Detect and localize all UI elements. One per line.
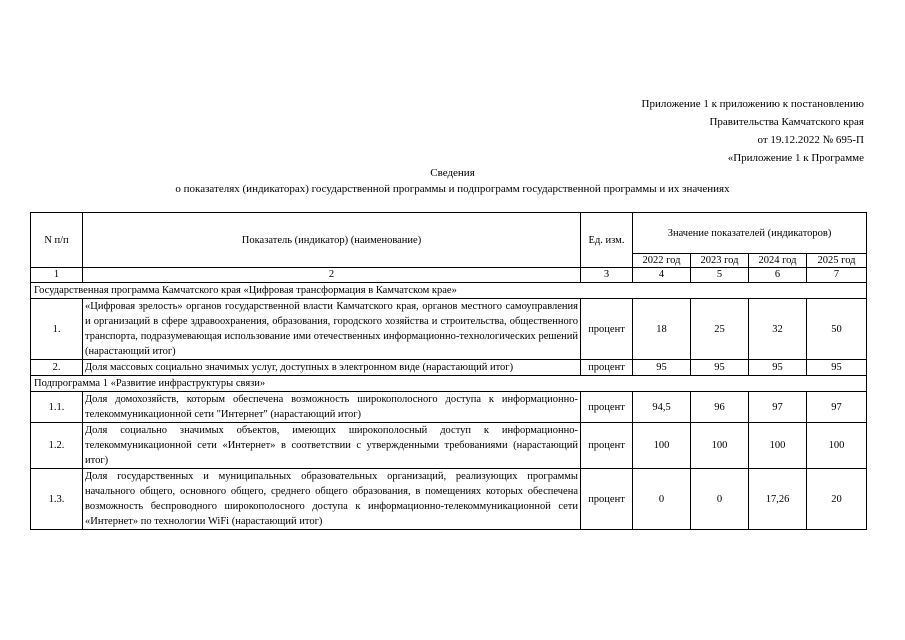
title-line-2: о показателях (индикаторах) государственной программы и подпрограмм государственной программы и их значениях [175,183,730,195]
row-value: 32 [749,299,807,360]
row-num: 1. [31,299,83,360]
row-value: 95 [633,360,691,376]
row-value: 100 [633,423,691,469]
header-year-2024: 2024 год [749,254,807,268]
table-index-row [31,268,867,283]
row-unit: процент [581,469,633,530]
row-value: 95 [807,360,867,376]
row-value: 95 [749,360,807,376]
row-name: «Цифровая зрелость» органов государственной власти Камчатского края, органов местного самоуправления и организаций в сфере здравоохранения, образования, городского хозяйства и строительства, общественного транспорта, подразумевающая использование ими отечественных информационно-технологических решений (нарастающий итог) [83,299,581,360]
row-value: 95 [691,360,749,376]
index-cell: 7 [807,268,867,283]
table-header-row [31,213,867,254]
index-cell: 1 [31,268,83,283]
index-cell: 3 [581,268,633,283]
row-unit: процент [581,392,633,423]
row-value: 18 [633,299,691,360]
row-num: 2. [31,360,83,376]
header-year-2022: 2022 год [633,254,691,268]
row-value: 0 [633,469,691,530]
row-num: 1.1. [31,392,83,423]
row-value: 100 [749,423,807,469]
row-num: 1.2. [31,423,83,469]
table-row [31,299,867,360]
section-title: Государственная программа Камчатского края «Цифровая трансформация в Камчатском крае» [31,283,867,299]
row-name: Доля домохозяйств, которым обеспечена возможность широкополосного доступа к информационно-телекоммуникационной сети "Интернет" (нарастающий итог) [83,392,581,423]
section-row-subprogram [31,376,867,392]
header-year-2023: 2023 год [691,254,749,268]
row-name: Доля государственных и муниципальных образовательных организаций, реализующих программы начального общего, основного общего, среднего общего образования, в помещениях которых обеспечена возможность беспроводного широкополосного доступа к информационно-телекоммуникационной сети «Интернет» по технологии WiFi (нарастающий итог) [83,469,581,530]
row-value: 97 [749,392,807,423]
row-value: 94,5 [633,392,691,423]
row-num: 1.3. [31,469,83,530]
row-value: 96 [691,392,749,423]
row-name: Доля массовых социально значимых услуг, доступных в электронном виде (нарастающий итог) [83,360,581,376]
row-unit: процент [581,299,633,360]
index-cell: 6 [749,268,807,283]
table-row [31,360,867,376]
row-value: 50 [807,299,867,360]
row-value: 25 [691,299,749,360]
row-value: 0 [691,469,749,530]
index-cell: 4 [633,268,691,283]
header-line-4: «Приложение 1 к Программе [727,152,864,164]
header-values: Значение показателей (индикаторов) [633,213,867,254]
title-line-1: Сведения [430,167,475,179]
table-row [31,392,867,423]
header-year-2025: 2025 год [807,254,867,268]
header-line-1: Приложение 1 к приложению к постановлению [641,98,864,110]
row-value: 20 [807,469,867,530]
row-name: Доля социально значимых объектов, имеющих широкополосный доступ к информационно-телекоммуникационной сети «Интернет» в соответствии с утвержденными требованиями (нарастающий итог) [83,423,581,469]
table-row [31,469,867,530]
index-cell: 5 [691,268,749,283]
row-unit: процент [581,423,633,469]
header-unit: Ед. изм. [581,213,633,268]
row-value: 100 [807,423,867,469]
header-num: N п/п [31,213,83,268]
index-cell: 2 [83,268,581,283]
header-line-2: Правительства Камчатского края [709,116,864,128]
header-line-3: от 19.12.2022 № 695-П [757,134,864,146]
header-name: Показатель (индикатор) (наименование) [83,213,581,268]
section-title: Подпрограмма 1 «Развитие инфраструктуры связи» [31,376,867,392]
row-value: 100 [691,423,749,469]
appendix-header [642,95,864,167]
table-row [31,423,867,469]
indicators-table [30,212,867,530]
row-value: 97 [807,392,867,423]
row-unit: процент [581,360,633,376]
section-row-program [31,283,867,299]
row-value: 17,26 [749,469,807,530]
